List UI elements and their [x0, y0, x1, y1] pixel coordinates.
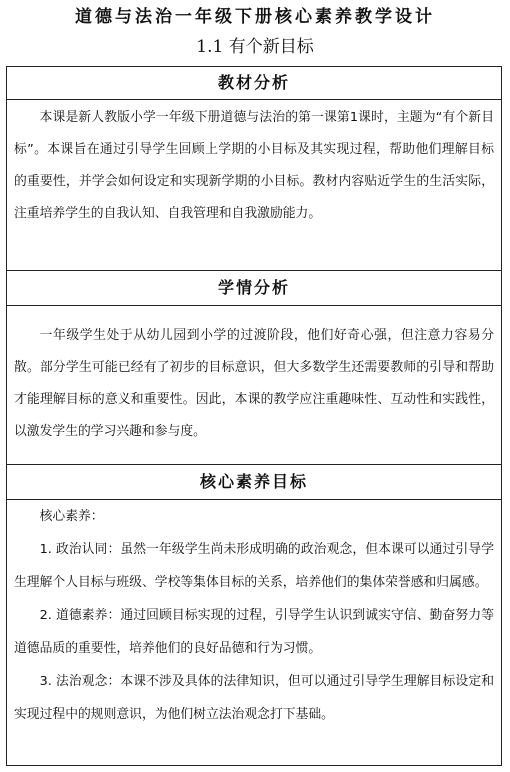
section-heading-core-goals: 核心素养目标	[7, 465, 501, 500]
document-title: 道德与法治一年级下册核心素养教学设计	[75, 7, 435, 27]
section-body-student-analysis	[7, 306, 501, 465]
section-body-textbook-analysis	[7, 100, 501, 271]
core-goals-intro: 核心素养：	[39, 509, 104, 524]
document-subtitle: 1.1 有个新目标	[196, 37, 314, 57]
core-goal-item: 3. 法治观念：本课不涉及具体的法律知识，但可以通过引导学生理解目标设定和实现过程中的规则意识，为他们树立法治观念打下基础。	[14, 674, 494, 722]
section-body-core-goals	[7, 500, 501, 765]
core-goal-item: 1. 政治认同：虽然一年级学生尚未形成明确的政治观念，但本课可以通过引导学生理解个人目标与班级、学校等集体目标的关系，培养他们的集体荣誉感和归属感。	[14, 542, 494, 590]
textbook-analysis-paragraph: 本课是新人教版小学一年级下册道德与法治的第一课第1课时，主题为“有个新目标”。本课旨在通过引导学生回顾上学期的小目标及其实现过程，帮助他们理解目标的重要性，并学会如何设定和实现新学期的小目标。教材内容贴近学生的生活实际，注重培养学生的自我认知、自我管理和自我激励能力。	[14, 110, 494, 221]
lesson-plan-table	[6, 66, 502, 766]
student-analysis-paragraph: 一年级学生处于从幼儿园到小学的过渡阶段，他们好奇心强，但注意力容易分散。部分学生可能已经有了初步的目标意识，但大多数学生还需要教师的引导和帮助才能理解目标的意义和重要性。因此，本课的教学应注重趣味性、互动性和实践性，以激发学生的学习兴趣和参与度。	[14, 328, 494, 439]
section-heading-student-analysis: 学情分析	[7, 271, 501, 306]
core-goal-item: 2. 道德素养：通过回顾目标实现的过程，引导学生认识到诚实守信、勤奋努力等道德品质的重要性，培养他们的良好品德和行为习惯。	[14, 608, 494, 656]
section-heading-textbook-analysis: 教材分析	[7, 67, 501, 100]
